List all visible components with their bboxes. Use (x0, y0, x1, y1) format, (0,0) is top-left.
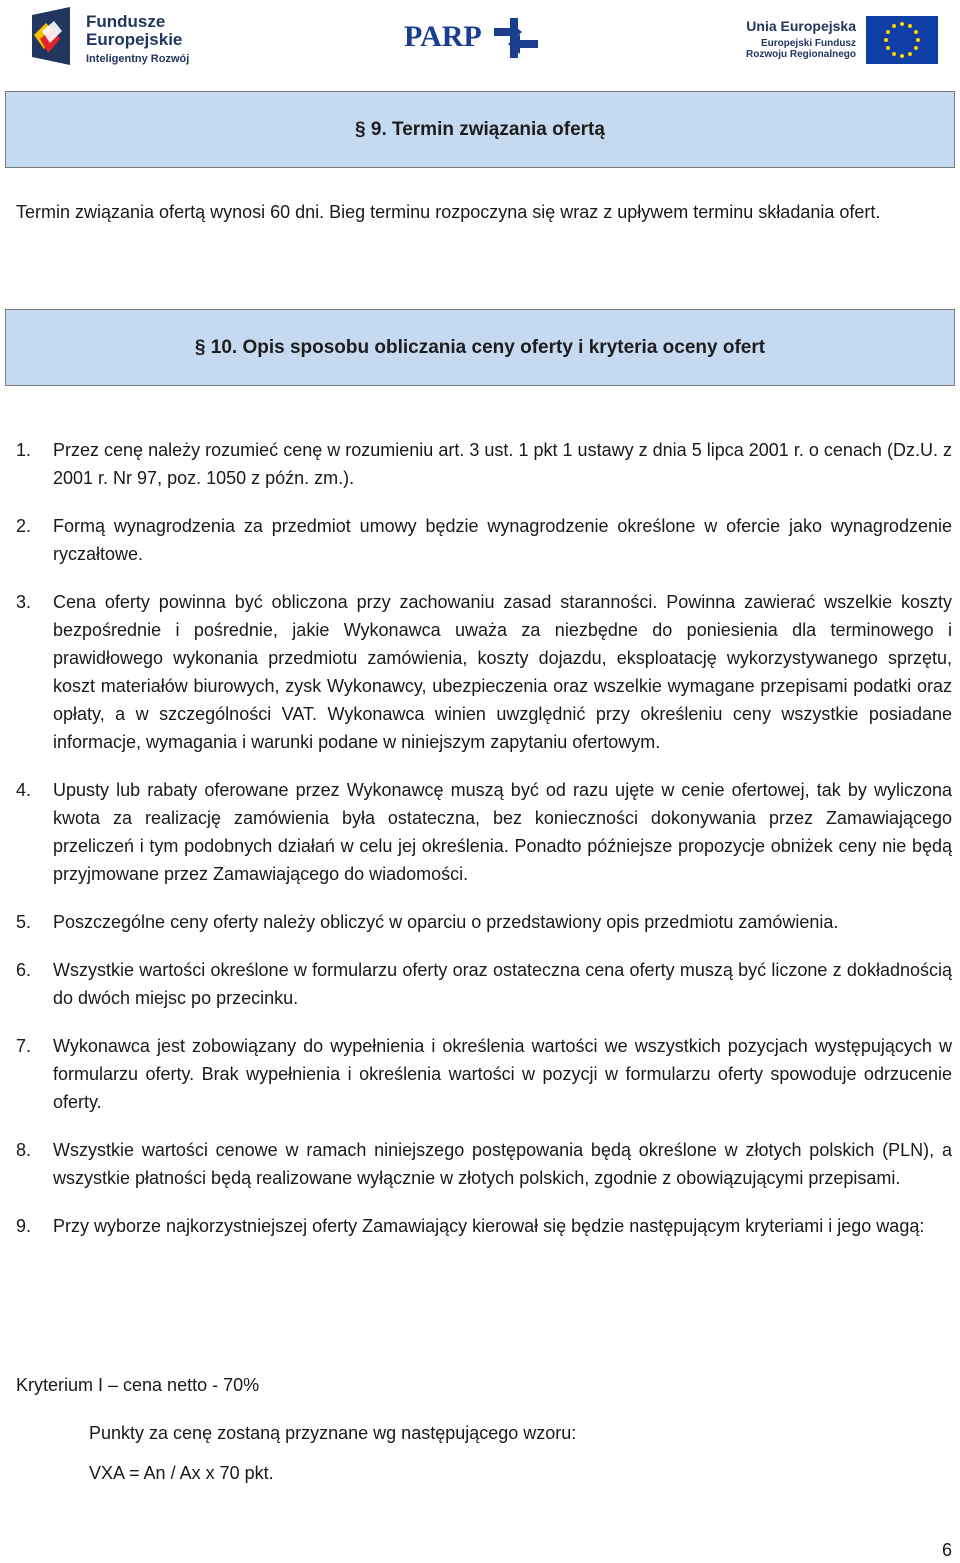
parp-logo (404, 18, 544, 58)
list-item (16, 1136, 952, 1192)
points-text: Punkty za cenę zostaną przyznane wg następującego wzoru: (89, 1423, 577, 1443)
list-item (16, 436, 952, 492)
fe-logo-line1: Fundusze (86, 12, 166, 31)
item-number: 1. (16, 440, 32, 460)
formula-text: VXA = An / Ax x 70 pkt. (89, 1463, 274, 1483)
item-text: Wykonawca jest zobowiązany do wypełnienia i określenia wartości we wszystkich pozycjach występujących w formularzu oferty. Brak wypełnienia i określenia wartości w pozycji w formularzu oferty spowoduje odrzucenie oferty. (53, 1036, 952, 1112)
criteria-list (16, 436, 952, 1260)
list-item (16, 512, 952, 568)
parp-arrows-icon (494, 18, 538, 58)
page-number: 6 (941, 1540, 952, 1560)
section-10-heading: § 10. Opis sposobu obliczania ceny oferty i kryteria oceny ofert (5, 309, 955, 386)
list-item (16, 1212, 952, 1240)
list-item (16, 588, 952, 756)
ue-subtitle (746, 38, 856, 60)
item-number: 4. (16, 780, 32, 800)
item-text: Wszystkie wartości cenowe w ramach niniejszego postępowania będą określone w złotych polskich (PLN), a wszystkie płatności będą realizowane wyłącznie w złotych polskich, zgodnie z obowiązującymi przepisami. (53, 1140, 952, 1188)
item-number: 9. (16, 1216, 32, 1236)
eu-flag-icon (866, 16, 938, 64)
list-item (16, 908, 952, 936)
item-text: Przy wyborze najkorzystniejszej oferty Zamawiający kierował się będzie następującym kryteriami i jego wagą: (53, 1216, 925, 1236)
list-item (16, 956, 952, 1012)
fundusze-europejskie-logo (30, 5, 220, 69)
ue-sub2: Rozwoju Regionalnego (746, 49, 856, 60)
criterion-line: Kryterium I – cena netto - 70% (16, 1375, 260, 1395)
item-text: Wszystkie wartości określone w formularzu oferty oraz ostateczna cena oferty muszą być liczone z dokładnością do dwóch miejsc po przecinku. (53, 960, 952, 1008)
fe-logo-mark-icon (30, 5, 82, 69)
section-9-heading: § 9. Termin związania ofertą (5, 91, 955, 168)
item-number: 7. (16, 1036, 32, 1056)
item-number: 5. (16, 912, 32, 932)
item-text: Poszczególne ceny oferty należy obliczyć w oparciu o przedstawiony opis przedmiotu zamówienia. (53, 912, 839, 932)
item-text: Formą wynagrodzenia za przedmiot umowy będzie wynagrodzenie określone w ofercie jako wynagrodzenie ryczałtowe. (53, 516, 952, 564)
header-logos (0, 0, 960, 80)
item-number: 8. (16, 1140, 32, 1160)
fe-logo-line2: Europejskie (86, 30, 183, 49)
list-item (16, 776, 952, 888)
section-9-text: Termin związania ofertą wynosi 60 dni. Bieg terminu rozpoczyna się wraz z upływem terminu składania ofert. (16, 202, 881, 222)
item-text: Przez cenę należy rozumieć cenę w rozumieniu art. 3 ust. 1 pkt 1 ustawy z dnia 5 lipca 2001 r. o cenach (Dz.U. z 2001 r. Nr 97, poz. 1050 z późn. zm.). (53, 440, 952, 488)
fe-logo-sub: Inteligentny Rozwój (86, 53, 190, 65)
item-text: Cena oferty powinna być obliczona przy zachowaniu zasad staranności. Powinna zawierać wszelkie koszty bezpośrednie i pośrednie, jakie Wykonawca uważa za niezbędne do poniesienia dla terminowego i prawidłowego wykonania przedmiotu zamówienia, koszty dojazdu, eksploatację wykorzystywanego sprzętu, koszt materiałów biurowych, zysk Wykonawcy, ubezpieczenia oraz wszelkie wymagane przepisami podatki oraz opłaty, a w szczególności VAT. Wykonawca winien uwzględnić przy określeniu ceny wszystkie posiadane informacje, wymagania i warunki podane w niniejszym zapytaniu ofertowym. (53, 592, 952, 752)
item-number: 3. (16, 592, 32, 612)
unia-europejska-logo (738, 14, 948, 64)
ue-sub1: Europejski Fundusz (760, 38, 856, 49)
list-item (16, 1032, 952, 1116)
item-number: 6. (16, 960, 32, 980)
item-text: Upusty lub rabaty oferowane przez Wykonawcę muszą być od razu ujęte w cenie ofertowej, tak by wyliczona kwota za realizację zamówienia była ostateczna, bez konieczności dokonywania przez Zamawiającego przeliczeń i tym podobnych działań w celu jej określenia. Ponadto późniejsze propozycje obniżek ceny nie będą przyjmowane przez Zamawiającego do wiadomości. (53, 780, 952, 884)
parp-logo-text: PARP (404, 20, 482, 53)
ue-title: Unia Europejska (746, 18, 856, 34)
item-number: 2. (16, 516, 32, 536)
